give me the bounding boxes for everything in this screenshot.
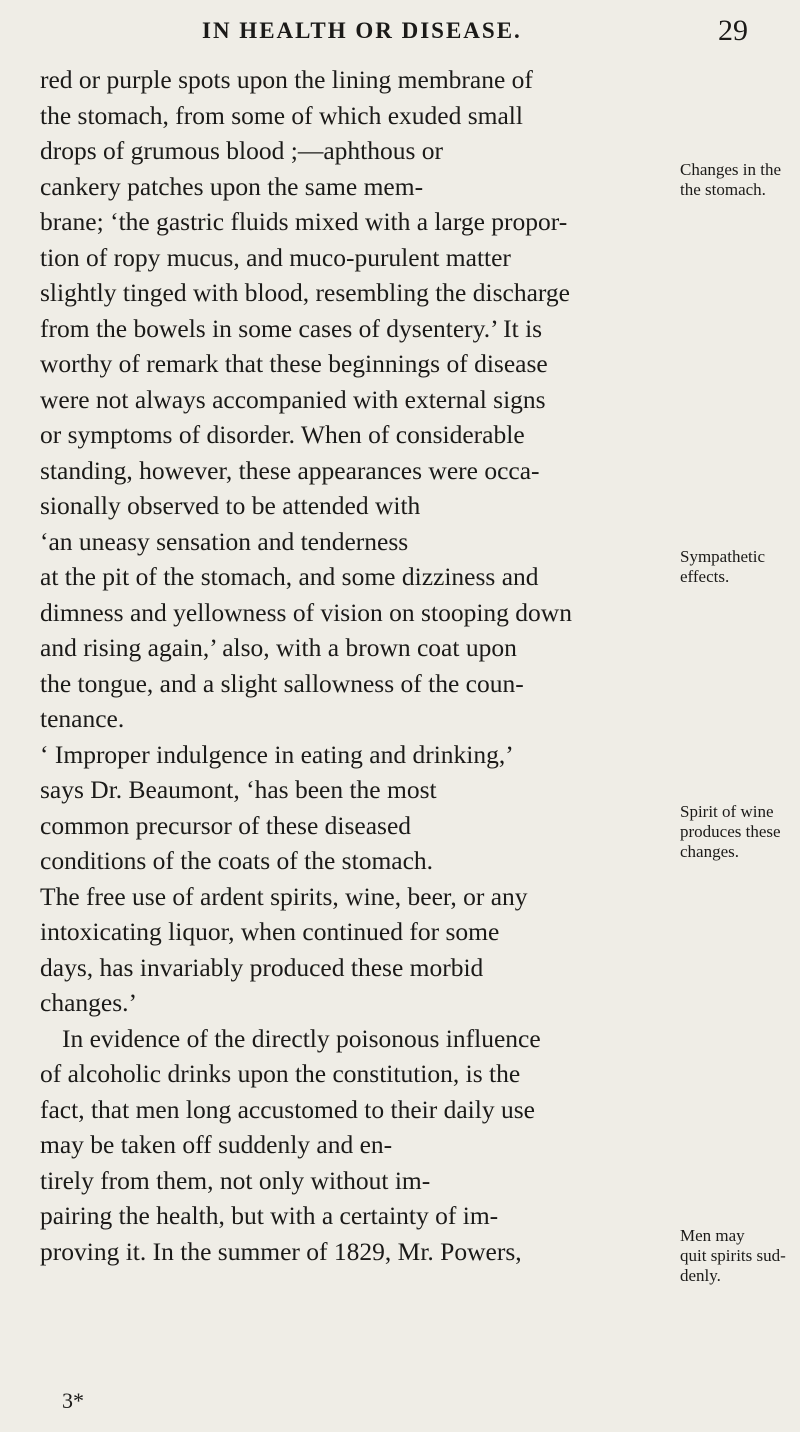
side-note-line: denly. <box>680 1266 721 1285</box>
text-line: days, has invariably produced these morbid <box>40 952 484 982</box>
text-line: fact, that men long accustomed to their daily use <box>40 1094 535 1124</box>
side-note-line: Sympathetic <box>680 547 765 566</box>
text-line: common precursor of these diseased <box>40 810 412 840</box>
side-note-line: effects. <box>680 567 730 586</box>
text-line: tion of ropy mucus, and muco-purulent matter <box>40 242 511 272</box>
text-line: or symptoms of disorder. When of considerable <box>40 420 525 449</box>
side-note-line: Spirit of wine <box>680 802 774 821</box>
side-note-line: Men may <box>680 1226 745 1245</box>
text-line: sionally observed to be attended with <box>40 491 421 520</box>
text-line: worthy of remark that these beginnings of disease <box>40 349 548 378</box>
signature-mark: 3* <box>62 1388 84 1413</box>
text-line: ‘ Improper indulgence in eating and drinking,’ <box>40 739 514 769</box>
text-line: In evidence of the directly poisonous influence <box>62 1023 541 1053</box>
text-line: standing, however, these appearances were occa- <box>40 455 540 485</box>
text-line: and rising again,’ also, with a brown coat upon <box>40 633 517 662</box>
text-line: says Dr. Beaumont, ‘has been the most <box>40 775 437 804</box>
text-line: conditions of the coats of the stomach. <box>40 846 434 875</box>
text-line: The free use of ardent spirits, wine, beer, or any <box>40 881 528 911</box>
text-line: slightly tinged with blood, resembling the discharge <box>40 278 570 307</box>
text-line: drops of grumous blood ;—aphthous or <box>40 136 444 165</box>
text-line: red or purple spots upon the lining membrane of <box>40 65 533 94</box>
side-note-line: quit spirits sud- <box>680 1246 786 1265</box>
side-note-line: produces these <box>680 822 781 841</box>
text-line: proving it. In the summer of 1829, Mr. Powers, <box>40 1236 522 1266</box>
page-number: 29 <box>718 14 748 47</box>
text-line: dimness and yellowness of vision on stooping down <box>40 597 572 627</box>
text-line: pairing the health, but with a certainty of im- <box>40 1201 499 1230</box>
side-note-sympathetic <box>680 547 765 587</box>
side-note-changes <box>680 160 781 200</box>
text-line: changes.’ <box>40 988 137 1017</box>
text-line: ‘an uneasy sensation and tenderness <box>40 526 409 556</box>
text-line: the stomach, from some of which exuded small <box>40 100 523 130</box>
side-note-spirit <box>680 802 781 862</box>
text-line: the tongue, and a slight sallowness of the coun- <box>40 668 524 698</box>
text-line: from the bowels in some cases of dysentery.’ It is <box>40 313 543 343</box>
text-line: intoxicating liquor, when continued for some <box>40 917 500 946</box>
text-line: of alcoholic drinks upon the constitution, is the <box>40 1059 521 1088</box>
side-note-line: changes. <box>680 842 740 861</box>
text-line: tirely from them, not only without im- <box>40 1165 431 1195</box>
text-line: cankery patches upon the same mem- <box>40 171 424 201</box>
side-note-line: Changes in the <box>680 160 782 179</box>
running-head: IN HEALTH OR DISEASE. <box>202 18 522 43</box>
side-note-line: the stomach. <box>680 180 766 199</box>
text-line: at the pit of the stomach, and some dizziness and <box>40 562 539 591</box>
text-line: may be taken off suddenly and en- <box>40 1130 393 1159</box>
text-line: tenance. <box>40 704 125 733</box>
side-note-men <box>680 1226 786 1286</box>
text-line: brane; ‘the gastric fluids mixed with a large propor- <box>40 207 568 236</box>
text-line: were not always accompanied with external signs <box>40 384 546 414</box>
